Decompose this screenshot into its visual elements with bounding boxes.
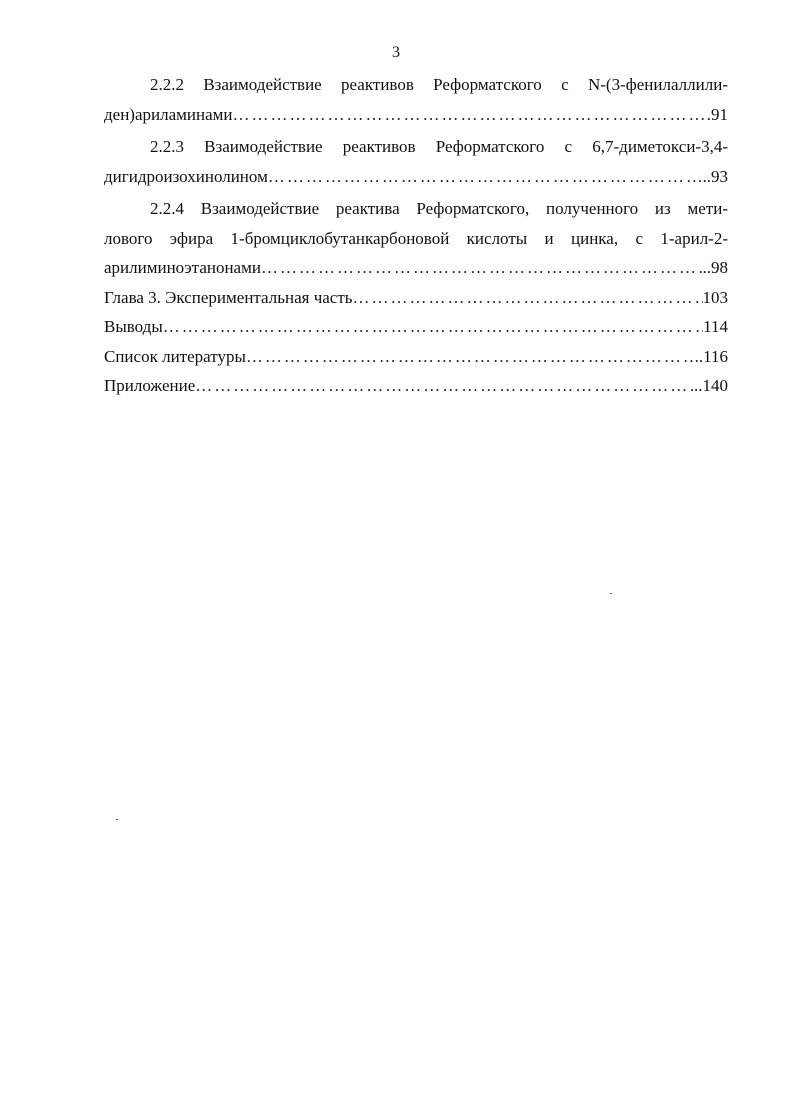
toc-entry-text: Приложение <box>104 376 196 395</box>
toc-entry-text: Глава 3. Экспериментальная часть <box>104 287 353 307</box>
toc-entry-last-line <box>104 162 728 192</box>
toc-entry-2-2-3[interactable] <box>104 132 728 191</box>
dot-leader <box>246 342 695 372</box>
toc-entry-text: дигидроизохинолином <box>104 166 268 186</box>
toc-page-number: 103 <box>702 287 728 307</box>
toc-entry-text: арилиминоэтанонами <box>104 258 261 277</box>
toc-entry-2-2-4[interactable] <box>104 194 728 283</box>
toc-entry-last-line <box>104 312 728 342</box>
toc-entry-conclusions[interactable] <box>104 312 728 342</box>
toc-entry-2-2-2[interactable] <box>104 70 728 129</box>
dot-leader <box>261 253 703 283</box>
dot-leader <box>232 100 706 130</box>
scan-speck <box>116 819 118 820</box>
toc-entry-text: 2.2.2 Взаимодействие реактивов Реформатского с N-(3-фенилаллили- <box>150 75 728 94</box>
dot-leader <box>353 283 703 313</box>
scan-speck <box>610 593 612 594</box>
toc-entry-last-line <box>104 100 728 130</box>
toc-page-number: ..93 <box>702 166 728 186</box>
toc-page-number: ..98 <box>702 258 728 277</box>
toc-entry-text: 2.2.4 Взаимодействие реактива Реформатского, полученного из мети- <box>150 199 728 218</box>
table-of-contents <box>104 70 728 401</box>
toc-entry-text: ден)ариламинами <box>104 104 233 124</box>
toc-page-number: .91 <box>706 104 728 124</box>
toc-entry-text: Выводы <box>104 317 163 336</box>
toc-page-number: 114 <box>703 317 728 336</box>
toc-entry-text: Список литературы <box>104 346 246 366</box>
toc-entry-last-line <box>104 371 728 401</box>
toc-entry-text: лового эфира 1-бромциклобутанкарбоновой кислоты и цинка, с 1-арил-2- <box>104 228 728 248</box>
toc-entry-last-line <box>104 342 728 372</box>
toc-entry-chapter-3[interactable] <box>104 283 728 313</box>
toc-entry-last-line <box>104 283 728 313</box>
dot-leader <box>163 312 703 342</box>
page-number: 3 <box>392 44 400 61</box>
toc-entry-appendix[interactable] <box>104 371 728 401</box>
toc-entry-text: 2.2.3 Взаимодействие реактивов Реформатского с 6,7-диметокси-3,4- <box>150 137 728 156</box>
toc-page-number: ..140 <box>694 376 728 395</box>
toc-page-number: ..116 <box>694 346 728 366</box>
dot-leader <box>195 371 694 401</box>
toc-entry-references[interactable] <box>104 342 728 372</box>
dot-leader <box>268 162 703 192</box>
toc-entry-last-line <box>104 253 728 283</box>
